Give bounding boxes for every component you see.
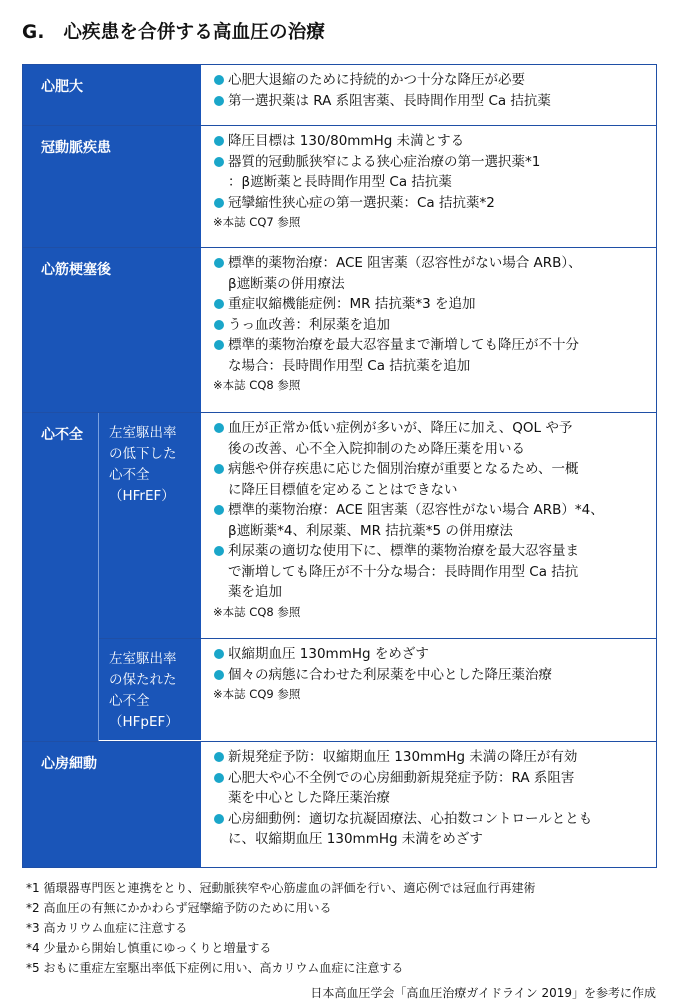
- footnote: *4 少量から開始し慎重にゆっくりと増量する: [26, 941, 272, 955]
- treatment-table: [22, 64, 657, 868]
- list-item-continuation: で漸増しても降圧が不十分な場合：長時間作用型 Ca 拮抗: [228, 563, 579, 580]
- list-item: 器質的冠動脈狭窄による狭心症治療の第一選択薬*1: [213, 152, 650, 173]
- list-item: 血圧が正常か低い症例が多いが、降圧に加え、QOL や予: [213, 418, 650, 439]
- subrow-header: 左室駆出率 の保たれた 心不全 （HFpEF）: [99, 639, 201, 740]
- row-lvh: [23, 65, 656, 125]
- item-list: [213, 131, 650, 213]
- reference-note: ※本誌 CQ8 参照: [213, 378, 301, 392]
- row-header: 心房細動: [23, 742, 201, 867]
- list-item: 病態や併存疾患に応じた個別治療が重要となるため、一概: [213, 459, 650, 480]
- row-cad: [23, 125, 656, 247]
- list-item-continuation: β遮断薬の併用療法: [228, 275, 345, 292]
- list-item: 心肥大退縮のために持続的かつ十分な降圧が必要: [213, 70, 650, 91]
- item-list: [213, 70, 650, 111]
- list-item: 第一選択薬は RA 系阻害薬、長時間作用型 Ca 拮抗薬: [213, 91, 650, 112]
- footnote: *3 高カリウム血症に注意する: [26, 921, 188, 935]
- list-item-continuation: 薬を追加: [228, 584, 282, 600]
- footnote: *5 おもに重症左室駆出率低下症例に用い、高カリウム血症に注意する: [26, 961, 404, 975]
- list-item: 冠攣縮性狭心症の第一選択薬：Ca 拮抗薬*2: [213, 193, 650, 214]
- list-item: 重症収縮機能症例：MR 拮抗薬*3 を追加: [213, 294, 650, 315]
- list-item-continuation: β遮断薬*4、利尿薬、MR 拮抗薬*5 の併用療法: [228, 522, 513, 539]
- row-header: 心肥大: [23, 65, 201, 125]
- row-header: 心筋梗塞後: [23, 248, 201, 412]
- item-list: [213, 253, 650, 376]
- list-item: 降圧目標は 130/80mmHg 未満とする: [213, 131, 650, 152]
- list-item-continuation: ：β遮断薬と長時間作用型 Ca 拮抗薬: [228, 174, 452, 190]
- list-item: 収縮期血圧 130mmHg をめざす: [213, 644, 650, 665]
- list-item: 標準的薬物治療：ACE 阻害薬（忍容性がない場合 ARB）、: [213, 253, 650, 274]
- subrow-hfref: [99, 413, 656, 638]
- row-hf: [23, 412, 656, 741]
- footnote: *1 循環器専門医と連携をとり、冠動脈狭窄や心筋虚血の評価を行い、適応例では冠血行再建術: [26, 881, 536, 895]
- page-title: G. 心疾患を合併する高血圧の治療: [22, 22, 326, 43]
- row-af: [23, 741, 656, 867]
- subrow-header: 左室駆出率 の低下した 心不全 （HFrEF）: [99, 413, 201, 638]
- list-item: 新規発症予防：収縮期血圧 130mmHg 未満の降圧が有効: [213, 747, 650, 768]
- list-item: 利尿薬の適切な使用下に、標準的薬物治療を最大忍容量ま: [213, 541, 650, 562]
- row-header: 冠動脈疾患: [23, 126, 201, 247]
- list-item-continuation: に降圧目標値を定めることはできない: [228, 481, 458, 498]
- list-item: 標準的薬物治療を最大忍容量まで漸増しても降圧が不十分: [213, 335, 650, 356]
- footnote: *2 高血圧の有無にかかわらず冠攣縮予防のために用いる: [26, 901, 332, 915]
- list-item: うっ血改善：利尿薬を追加: [213, 315, 650, 336]
- reference-note: ※本誌 CQ7 参照: [213, 215, 301, 229]
- list-item-continuation: 後の改善、心不全入院抑制のため降圧薬を用いる: [228, 440, 525, 457]
- item-list: [213, 418, 650, 603]
- item-list: [213, 747, 650, 850]
- item-list: [213, 644, 650, 685]
- list-item: 心肥大や心不全例での心房細動新規発症予防：RA 系阻害: [213, 768, 650, 789]
- list-item-continuation: に、収縮期血圧 130mmHg 未満をめざす: [228, 831, 483, 847]
- row-header: 心不全: [23, 413, 99, 741]
- list-item: 心房細動例：適切な抗凝固療法、心拍数コントロールととも: [213, 809, 650, 830]
- list-item: 個々の病態に合わせた利尿薬を中心とした降圧薬治療: [213, 665, 650, 686]
- footnotes: [26, 878, 656, 978]
- reference-note: ※本誌 CQ8 参照: [213, 604, 301, 619]
- list-item-continuation: な場合：長時間作用型 Ca 拮抗薬を追加: [228, 357, 471, 374]
- list-item: 標準的薬物治療：ACE 阻害薬（忍容性がない場合 ARB）*4、: [213, 500, 650, 521]
- list-item-continuation: 薬を中心とした降圧薬治療: [228, 790, 390, 806]
- reference-note: ※本誌 CQ9 参照: [213, 687, 301, 701]
- source-credit: 日本高血圧学会「高血圧治療ガイドライン 2019」を参考に作成: [310, 986, 656, 1000]
- subrow-hfpef: [99, 638, 656, 740]
- row-mi: [23, 247, 656, 412]
